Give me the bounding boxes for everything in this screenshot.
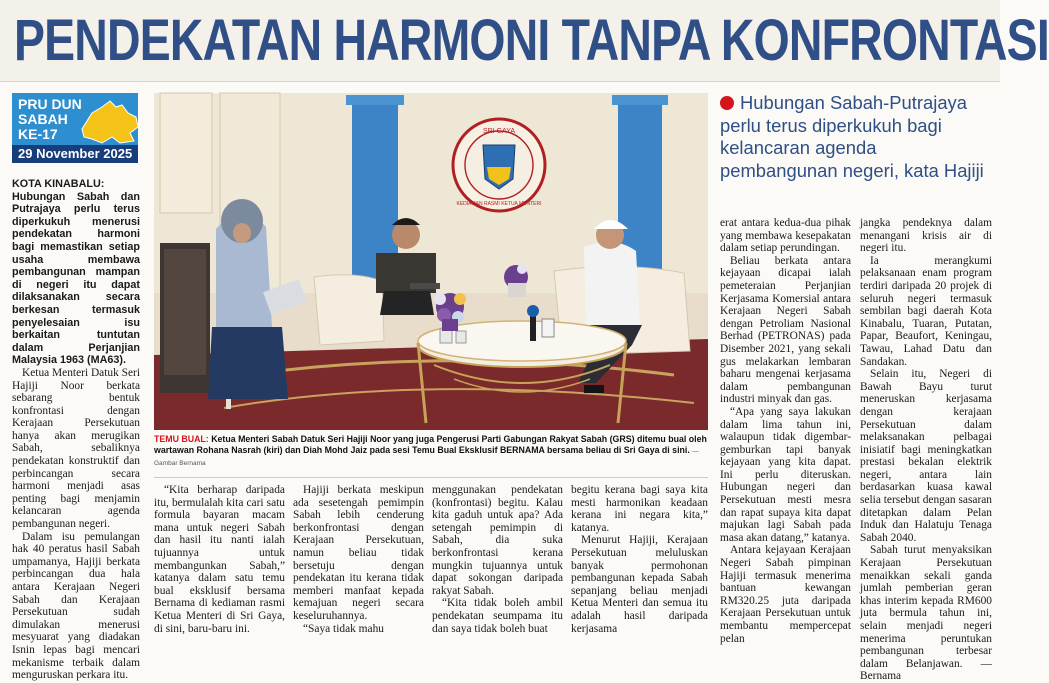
bullet-dot-icon	[720, 96, 734, 110]
body-paragraph: Antara kejayaan Kerajaan Negeri Sabah pimpinan Hajiji termasuk menerima bantuan kewangan RM320.25 juta daripada Kerajaan Persekutuan untuk membantu mempercepat pelan	[720, 544, 851, 645]
body-paragraph: jangka pendeknya dalam menangani krisis air di negeri itu.	[860, 217, 992, 255]
caption-tag: TEMU BUAL:	[154, 434, 209, 444]
article-column-7	[860, 217, 992, 683]
body-paragraph: Beliau berkata antara kejayaan dicapai ialah pemeteraian Perjanjian Kerjasama Komersial antara Kerajaan Negeri Sabah dengan Petroliam Nasional Berhad (PETRONAS) pada Disember 2021, yang sekali gus melakarkan lembaran baharu mengenai kerjasama dalam pembangunan industri minyak dan gas.	[720, 254, 851, 406]
badge-date: 29 November 2025	[12, 145, 138, 163]
article-column-4	[432, 484, 563, 635]
caption-divider	[154, 477, 708, 478]
body-paragraph: Ketua Menteri Datuk Seri Hajiji Noor berkata sebarang bentuk konfrontasi dengan Kerajaan Persekutuan hanya akan merugikan Sabah, sebaliknya pendekatan konstruktif dan perbincangan secara harmoni menjadi asas penting bagi menjamin kelancaran agenda pembangunan negeri.	[12, 366, 140, 531]
article-column-5	[571, 484, 708, 635]
body-paragraph: Ia merangkumi pelaksanaan enam program terdiri daripada 20 projek di seluruh negeri termasuk sembilan bagi daerah Kota Kinabalu, Tuaran, Putatan, Papar, Beaufort, Keningau, Tawau, Lahad Datu dan Sandakan.	[860, 254, 992, 368]
interview-photo	[154, 93, 708, 430]
sabah-map-icon	[72, 99, 142, 147]
badge-line-3: KE-17	[18, 126, 58, 142]
body-paragraph: “Saya tidak mahu	[303, 622, 384, 635]
body-paragraph: Menurut Hajiji, Kerajaan Persekutuan meluluskan banyak permohonan pembangunan kepada Sabah sepanjang beliau menjadi Ketua Menteri dan semua itu adalah hasil daripada kerjasama	[571, 534, 708, 635]
photo-caption	[154, 434, 708, 469]
article-column-3	[293, 484, 424, 635]
badge-line-1: PRU DUN	[18, 96, 82, 112]
pull-quote-text: Hubungan Sabah-Putrajaya perlu terus diperkukuh bagi kelancaran agenda pembangunan negeri, kata Hajiji	[720, 92, 984, 181]
body-paragraph: begitu kerana bagi saya kita mesti harmonikan keadaan kerana ini negara kita,” katanya.	[571, 484, 708, 534]
body-paragraph: “Apa yang saya lakukan dalam lima tahun ini, walaupun tidak digembar-gemburkan tapi banyak kejayaan yang kita dapat. Ini perlu diteruskan. Hubungan negeri dan Persekutuan mesti mesra dan rapat supaya kita dapat majukan lagi Sabah pada masa akan datang,” katanya.	[720, 405, 851, 544]
emblem-top-text: SRI GAYA	[482, 128, 516, 135]
emblem-bottom-text: KEDIAMAN RASMI KETUA MENTERI	[456, 201, 542, 207]
badge-line-2: SABAH	[18, 111, 68, 127]
body-paragraph: Selain itu, Negeri di Bawah Bayu turut meneruskan kerjasama dengan kerajaan Persekutuan dalam melaksanakan pelbagai inisiatif bagi meningkatkan prestasi bekalan elektrik negeri, antara lain berdasarkan kuasa kawal selia tersebut dengan sasaran ditetapkan dalam Pelan Induk dan Halatuju Tenaga Sabah 2040.	[860, 368, 992, 544]
body-paragraph: Dalam isu pemulangan hak 40 peratus hasil Sabah umpamanya, Hajiji berkata perbincangan dua hala antara Kerajaan Negeri Sabah dan Kerajaan Persekutuan sudah dimulakan menerusi mesyuarat yang diadakan Isnin lepas bagi mencari mekanisme terbaik dalam menguruskan perkara itu.	[12, 530, 140, 682]
interview-photo-illustration	[154, 93, 708, 430]
body-paragraph: erat antara kedua-dua pihak yang membawa kesepakatan dalam setiap perundingan.	[720, 217, 851, 255]
body-paragraph: Sabah turut menyaksikan Kerajaan Persekutuan menaikkan sekali ganda jumlah pemberian geran khas interim kepada RM600 juta bermula tahun ini, selain menjadi negeri menerima peruntukan pembangunan terbesar dalam Belanjawan. — Bernama	[860, 544, 992, 683]
headline-band	[0, 0, 1049, 82]
body-paragraph: Hajiji berkata meskipun ada sesetengah pemimpin Sabah lebih cenderung berkonfrontasi dengan Kerajaan Persekutuan, namun beliau tidak bersetuju dengan pendekatan itu kerana tidak memberi manfaat kepada kemajuan negeri secara keseluruhannya.	[293, 484, 424, 622]
election-badge	[12, 93, 138, 163]
caption-text: Ketua Menteri Sabah Datuk Seri Hajiji Noor yang juga Pengerusi Parti Gabungan Rakyat Sabah (GRS) ditemu bual oleh wartawan Rohana Nasrah (kiri) dan Diah Mohd Jaiz pada sesi Temu Bual Eksklusif BERNAMA bersama beliau di Sri Gaya di sini.	[154, 434, 707, 455]
article-column-1	[12, 178, 140, 682]
dateline: KOTA KINABALU:	[12, 178, 105, 190]
lead-paragraph: Hubungan Sabah dan Putrajaya perlu terus diperkukuh menerusi pendekatan harmoni bagi memastikan setiap usaha membawa pembangunan mampan di negeri itu dapat dilaksanakan secara berkesan termasuk penyelesaian isu berkaitan tuntutan dalam Perjanjian Malaysia 1963 (MA63).	[12, 190, 140, 367]
article-column-6	[720, 217, 851, 645]
photo-credit: — Gambar Bernama	[154, 448, 699, 467]
body-paragraph: menggunakan pendekatan (konfrontasi) begitu. Kalau kita gaduh untuk apa? Ada setengah pemimpin di Sabah, dia suka berkonfrontasi kerana mungkin tujuannya untuk dapat sokongan daripada rakyat Sabah.	[432, 484, 563, 597]
body-paragraph: “Kita tidak boleh ambil pendekatan seumpama itu dan saya tidak boleh buat	[432, 597, 563, 635]
body-paragraph: “Kita berharap daripada itu, bermulalah kita cari satu formula bayaran macam mana untuk negeri Sabah dan hasil itu nanti ialah tujuannya untuk membangunkan Sabah,” katanya dalam satu temu bual eksklusif bersama Bernama di kediaman rasmi Ketua Menteri di Sri Gaya, di sini, baru-baru ini.	[154, 484, 285, 635]
article-column-2	[154, 484, 285, 635]
pull-quote	[720, 92, 992, 182]
headline: PENDEKATAN HARMONI TANPA KONFRONTASI	[14, 8, 1049, 73]
